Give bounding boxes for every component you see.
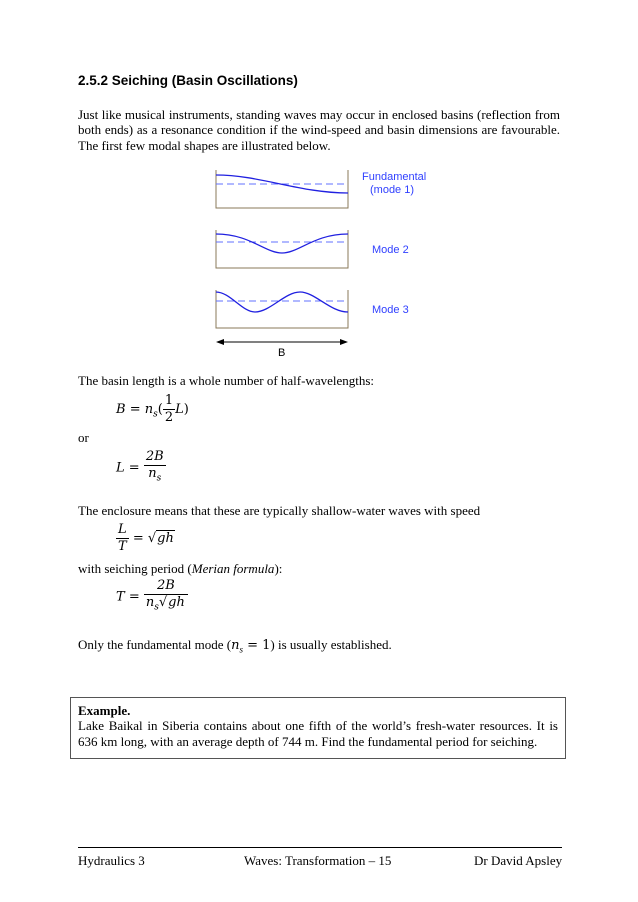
footer-right: Dr David Apsley [474,853,563,868]
fundamental-text-sub: s [239,644,243,655]
eq1-equals: = [129,402,141,417]
equation-seiching-period [116,578,188,616]
eq2-num: 2B [145,449,164,464]
eq3-equals: = [132,531,144,546]
footer-left: Hydraulics 3 [78,853,145,868]
example-content [78,703,558,749]
footer-center: Waves: Transformation – 15 [244,853,392,868]
example-title: Example. [78,703,131,718]
fundamental-text-pre: Only the fundamental mode ( [78,637,232,652]
eq4-lhs: T [116,589,125,605]
arrow-head-right [340,339,348,345]
eq2-equals: = [128,460,140,476]
eq1-lhs: B [116,402,126,417]
eq3-radicand: gh [157,531,174,546]
modal-shapes-diagram [200,162,440,362]
shallow-water-text: The enclosure means that these are typically shallow-water waves with speed [78,503,481,518]
eq3-den: T [118,539,127,554]
eq4-den-sub: s [154,602,159,613]
eq1-den: 2 [164,410,174,425]
eq2-lhs: L [116,460,125,476]
mode2-label: Mode 2 [372,244,409,256]
arrow-head-left [216,339,224,345]
mode1-basin [216,170,348,208]
eq4-den-n: n [145,595,155,610]
eq1-close: ) [183,402,189,417]
eq4-sqrt: √gh [158,595,185,610]
eq1-fraction [163,393,175,426]
mode3-basin-outline [216,290,348,328]
section-heading: 2.5.2 Seiching (Basin Oscillations) [78,73,298,88]
merian-text-post: ): [274,561,283,576]
example-body: Lake Baikal in Siberia contains about one fifth of the world’s fresh-water resources. It is 636 km long, with an average depth of 744 m. Find the fundamental period for seiching. [78,718,558,749]
example-box [70,697,566,759]
basin-length-arrow [216,339,348,345]
eq1-sub: s [153,409,158,420]
mode1-label-line2: (mode 1) [370,184,415,196]
eq4-fraction [144,578,188,616]
eq1-open: ( [157,402,163,417]
eq2-den-sub: s [156,473,162,484]
equation-wave-speed [116,522,175,555]
mode3-label: Mode 3 [372,304,409,316]
mode2-wave [216,234,348,253]
equation-wavelength [116,449,166,487]
or-text: or [78,430,89,445]
basin-length-label: B [278,347,286,359]
eq1-num: 1 [164,393,174,408]
eq3-num: L [116,522,129,539]
fundamental-text-post: ) is usually established. [270,637,392,652]
footer-rule [78,847,562,848]
eq4-den [144,595,188,616]
fundamental-text-n: n [231,638,240,653]
mode1-label-line1: Fundamental [362,171,427,183]
half-wavelength-text: The basin length is a whole number of half-wavelengths: [78,373,375,388]
equation-basin-length [116,393,189,426]
merian-text [78,561,282,577]
eq3-fraction [116,522,129,555]
merian-text-pre: with seiching period ( [78,561,192,576]
merian-text-italic: Merian formula [191,561,275,576]
eq2-den [144,466,166,487]
mode2-basin [216,230,348,268]
eq2-fraction [144,449,166,487]
intro-paragraph: Just like musical instruments, standing waves may occur in enclosed basins (reflection from both ends) as a resonance condition if the wind-speed and basin dimensions are favourable. The first few modal shapes are illustrated below. [78,107,560,153]
fundamental-text-eq: = 1 [242,638,271,653]
eq1-n: n [144,402,154,417]
eq1-L: L [175,402,184,417]
eq4-equals: = [128,589,140,605]
eq3-sqrt: √gh [147,531,174,546]
eq4-radicand: gh [168,595,185,610]
fundamental-mode-text [78,637,392,655]
eq4-num: 2B [144,578,188,595]
eq2-den-n: n [148,466,157,481]
mode3-wave [216,292,348,312]
mode3-basin [216,290,348,328]
